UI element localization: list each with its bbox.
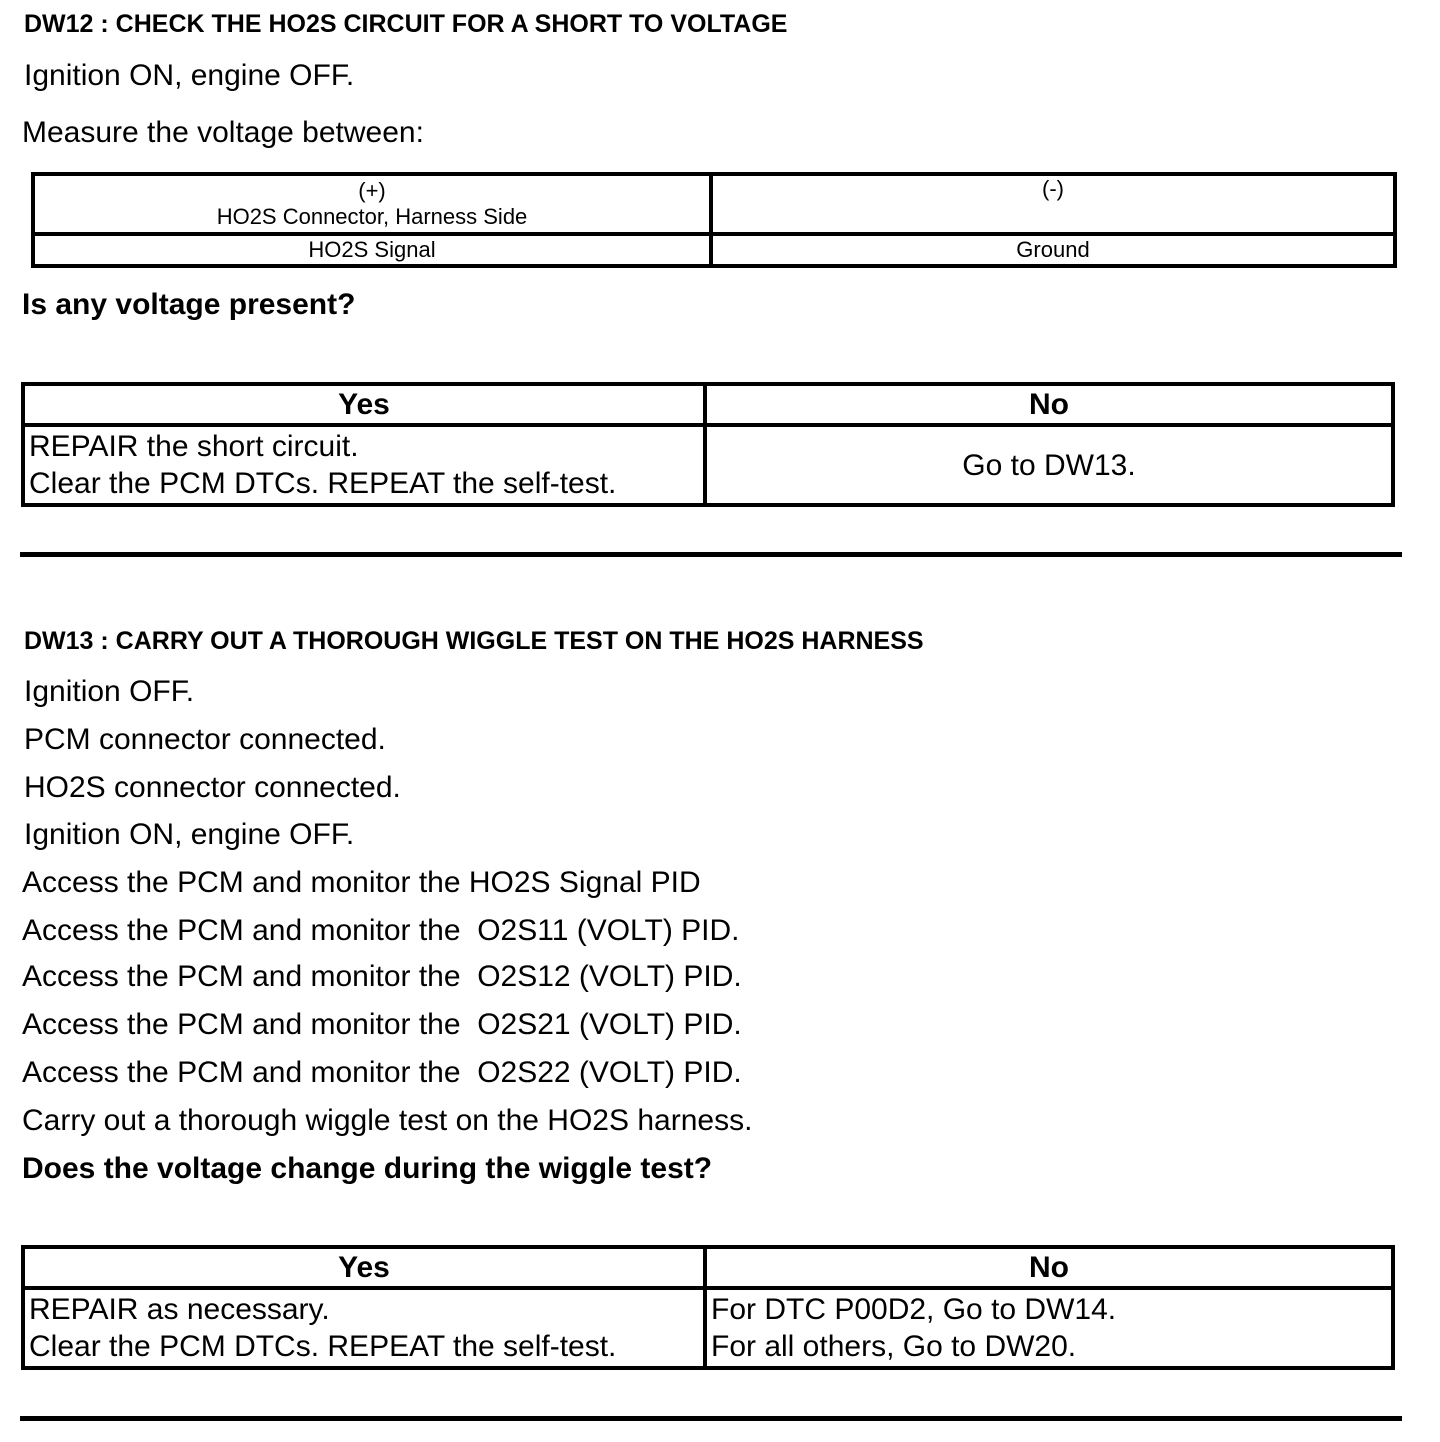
- no-header: No: [705, 1247, 1393, 1288]
- no-action-line: For all others, Go to DW20.: [711, 1330, 1077, 1363]
- dw13-step: Access the PCM and monitor the HO2S Signal PID: [22, 866, 701, 899]
- dw13-step: Ignition ON, engine OFF.: [24, 818, 355, 851]
- dw13-result-table: [21, 1245, 1395, 1370]
- section-divider: [20, 1416, 1402, 1421]
- yes-action-line: Clear the PCM DTCs. REPEAT the self-test.: [29, 1330, 617, 1363]
- dw12-measurement-table: [31, 172, 1397, 268]
- no-action-line: Go to DW13.: [962, 448, 1136, 482]
- yes-action-line: REPAIR as necessary.: [29, 1293, 330, 1326]
- yes-header: Yes: [23, 1247, 705, 1288]
- no-header: No: [705, 384, 1393, 425]
- positive-lead-value: HO2S Signal: [33, 234, 711, 266]
- no-action-line: For DTC P00D2, Go to DW14.: [711, 1293, 1117, 1326]
- dw13-step: Carry out a thorough wiggle test on the HO2S harness.: [22, 1104, 753, 1137]
- dw13-step: Ignition OFF.: [24, 675, 195, 708]
- dw13-heading: DW13 : CARRY OUT A THOROUGH WIGGLE TEST ON THE HO2S HARNESS: [24, 627, 924, 655]
- dw12-question: Is any voltage present?: [22, 288, 356, 321]
- dw12-result-table: [21, 382, 1395, 507]
- positive-lead-symbol: (+): [358, 178, 386, 203]
- dw13-step: Access the PCM and monitor the O2S11 (VOLT) PID.: [22, 914, 740, 947]
- yes-action-line: REPAIR the short circuit.: [29, 430, 359, 463]
- dw13-step: PCM connector connected.: [24, 723, 386, 756]
- no-action-cell: [705, 1288, 1393, 1368]
- dw13-step: HO2S connector connected.: [24, 771, 401, 804]
- dw13-question: Does the voltage change during the wiggle test?: [22, 1152, 713, 1185]
- dw12-heading: DW12 : CHECK THE HO2S CIRCUIT FOR A SHORT TO VOLTAGE: [24, 10, 788, 38]
- yes-action-line: Clear the PCM DTCs. REPEAT the self-test.: [29, 467, 617, 500]
- positive-lead-sublabel: HO2S Connector, Harness Side: [216, 204, 528, 229]
- yes-action-cell: [23, 1288, 705, 1368]
- yes-header: Yes: [23, 384, 705, 425]
- negative-lead-value: Ground: [711, 234, 1395, 266]
- yes-action-cell: [23, 425, 705, 505]
- dw12-step: Measure the voltage between:: [22, 116, 424, 149]
- no-action-cell: [705, 425, 1393, 505]
- negative-lead-header-cell: [711, 174, 1395, 234]
- negative-lead-symbol: (-): [1042, 176, 1064, 201]
- dw12-step: Ignition ON, engine OFF.: [24, 59, 355, 92]
- dw13-step: Access the PCM and monitor the O2S21 (VOLT) PID.: [22, 1008, 742, 1041]
- section-divider: [20, 552, 1402, 557]
- positive-lead-header-cell: [33, 174, 711, 234]
- dw13-step: Access the PCM and monitor the O2S12 (VOLT) PID.: [22, 960, 742, 993]
- dw13-step: Access the PCM and monitor the O2S22 (VOLT) PID.: [22, 1056, 742, 1089]
